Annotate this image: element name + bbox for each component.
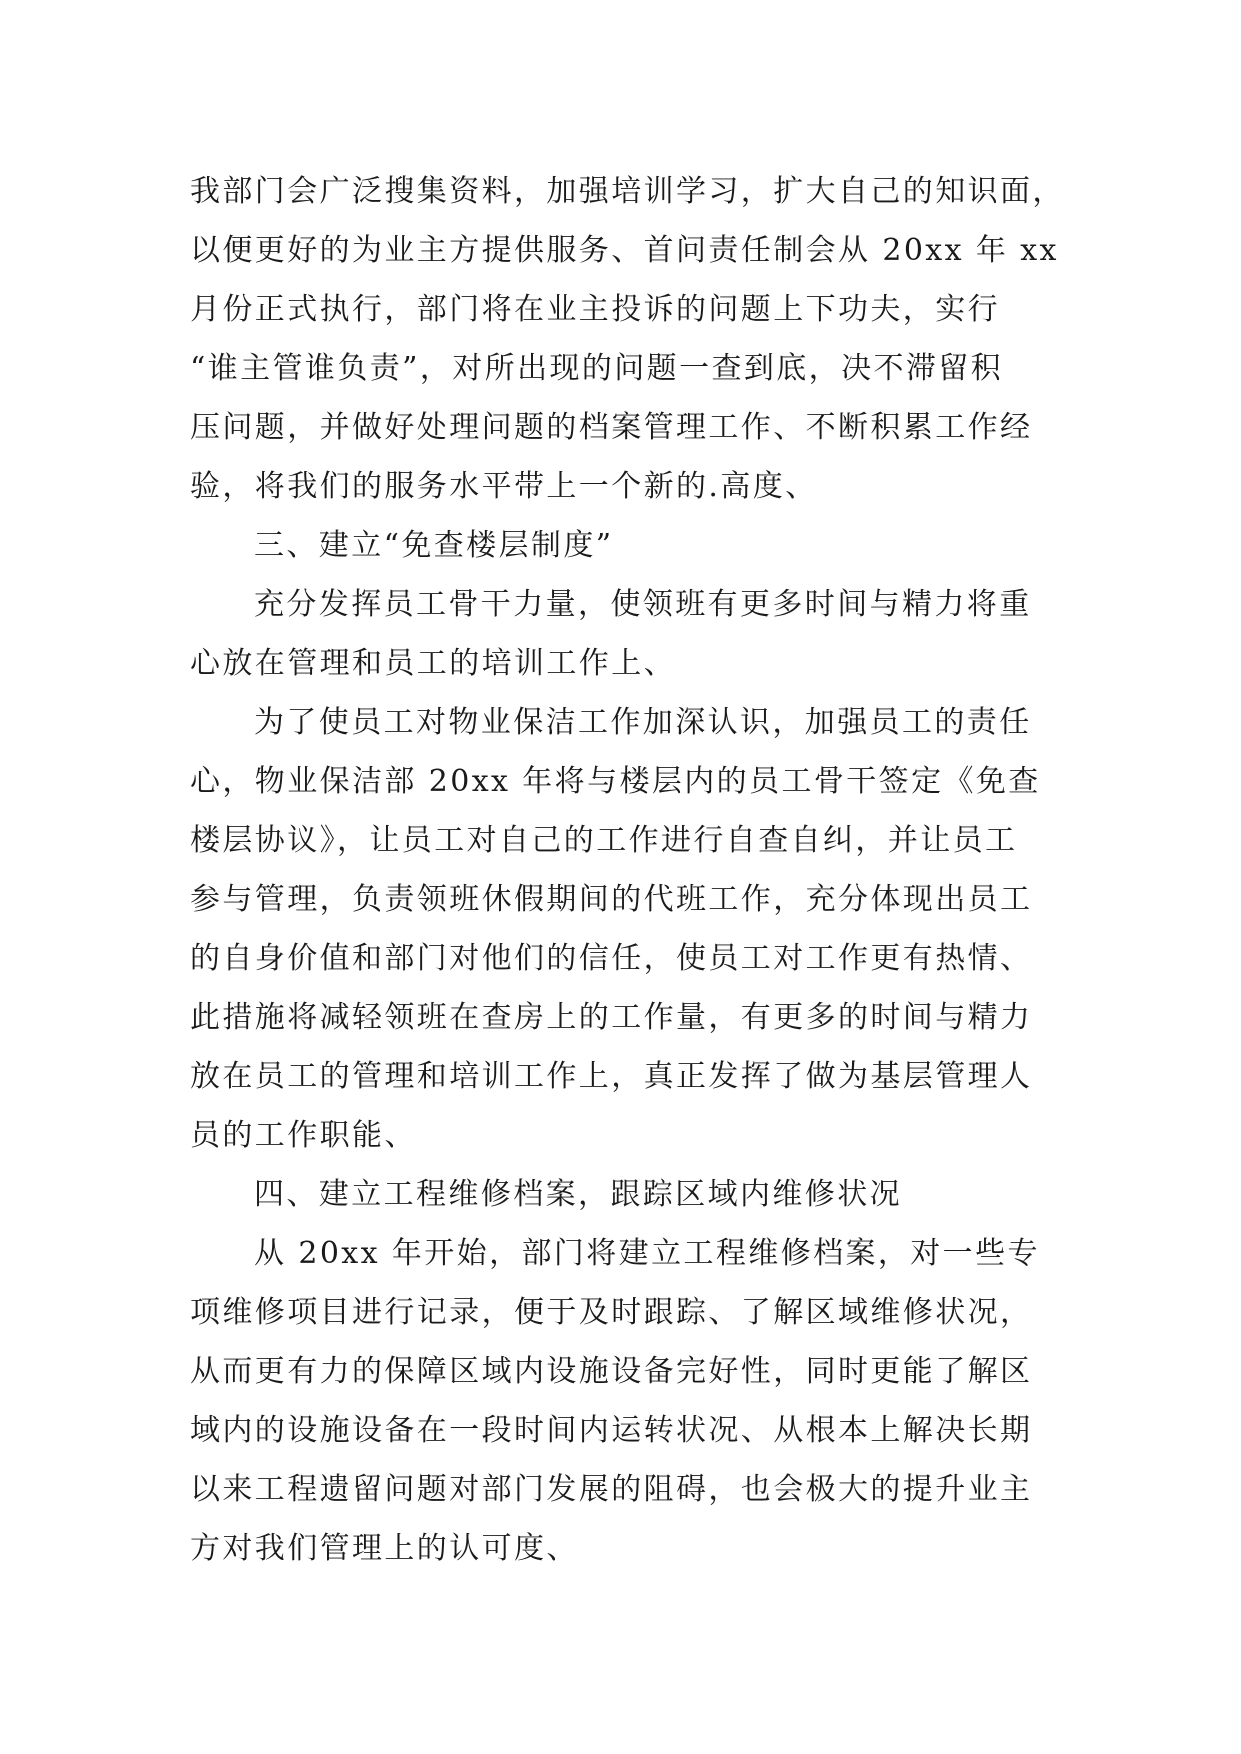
text-line: 为了使员工对物业保洁工作加深认识，加强员工的责任 xyxy=(254,705,1032,740)
text-line: 方对我们管理上的认可度、 xyxy=(190,1531,579,1566)
text-line: 以来工程遗留问题对部门发展的阻碍，也会极大的提升业主 xyxy=(190,1472,1033,1507)
text-line: 域内的设施设备在一段时间内运转状况、从根本上解决长期 xyxy=(190,1413,1033,1448)
text-line: 从 20xx 年开始，部门将建立工程维修档案，对一些专 xyxy=(254,1236,1040,1271)
text-line: 心，物业保洁部 20xx 年将与楼层内的员工骨干签定《免查 xyxy=(190,764,1041,799)
text-line: 项维修项目进行记录，便于及时跟踪、了解区域维修状况， xyxy=(190,1295,1033,1330)
text-line: 验，将我们的服务水平带上一个新的.高度、 xyxy=(190,469,818,504)
text-line: 员的工作职能、 xyxy=(190,1118,417,1153)
text-line: 我部门会广泛搜集资料，加强培训学习，扩大自己的知识面， xyxy=(190,174,1065,209)
text-line: 放在员工的管理和培训工作上，真正发挥了做为基层管理人 xyxy=(190,1059,1033,1094)
text-line: 充分发挥员工骨干力量，使领班有更多时间与精力将重 xyxy=(254,587,1032,622)
text-line: 以便更好的为业主方提供服务、首问责任制会从 20xx 年 xx xyxy=(190,233,1059,268)
text-line: 月份正式执行，部门将在业主投诉的问题上下功夫，实行 xyxy=(190,292,1000,327)
text-line: 楼层协议》，让员工对自己的工作进行自查自纠，并让员工 xyxy=(190,823,1018,858)
text-line: 的自身价值和部门对他们的信任，使员工对工作更有热情、 xyxy=(190,941,1033,976)
text-line: 参与管理，负责领班休假期间的代班工作，充分体现出员工 xyxy=(190,882,1033,917)
text-line: 此措施将减轻领班在查房上的工作量，有更多的时间与精力 xyxy=(190,1000,1033,1035)
text-line: 从而更有力的保障区域内设施设备完好性，同时更能了解区 xyxy=(190,1354,1033,1389)
text-line: “谁主管谁负责”，对所出现的问题一查到底，决不滞留积 xyxy=(190,351,1004,386)
text-line: 心放在管理和员工的培训工作上、 xyxy=(190,646,676,681)
text-line: 三、建立“免查楼层制度” xyxy=(254,528,614,563)
document-body xyxy=(190,162,1070,1578)
text-line: 压问题，并做好处理问题的档案管理工作、不断积累工作经 xyxy=(190,410,1033,445)
text-line: 四、建立工程维修档案，跟踪区域内维修状况 xyxy=(254,1177,902,1212)
